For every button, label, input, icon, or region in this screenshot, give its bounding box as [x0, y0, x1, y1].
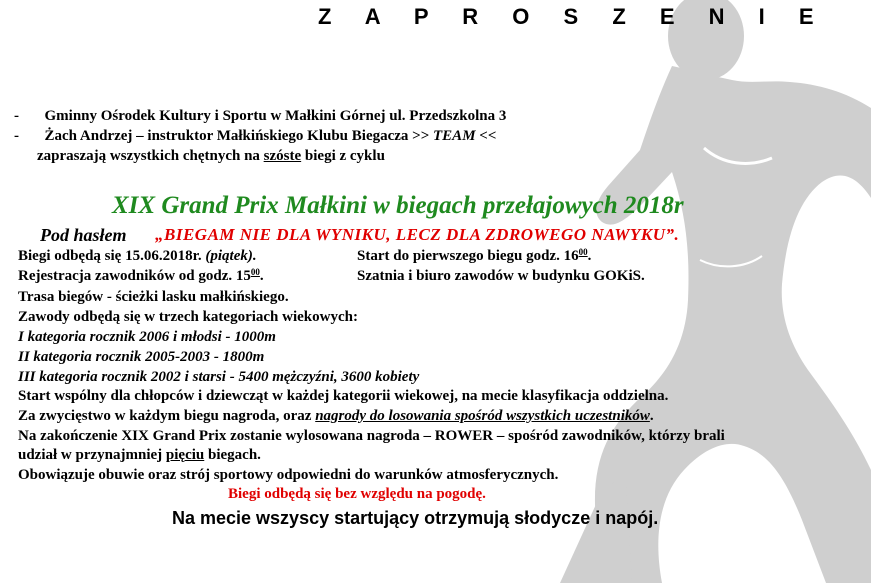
motto-label: Pod hasłem	[40, 225, 127, 245]
category-3-label: III kategoria rocznik 2002 i starsi -	[18, 369, 239, 385]
weather-line: Biegi odbędą się bez względu na pogodę.	[228, 486, 486, 502]
categories-intro: Zawody odbędą się w trzech kategoriach wiekowych:	[18, 309, 358, 325]
start-tail: .	[587, 248, 592, 264]
motto-text: „BIEGAM NIE DLA WYNIKU, LECZ DLA ZDROWEGO NAWYKU”.	[155, 225, 680, 244]
date-text: Biegi odbędą się 15.06.2018r.	[18, 248, 206, 264]
start-line	[357, 248, 591, 265]
finish-line: Na mecie wszyscy startujący otrzymują słodycze i napój.	[172, 508, 659, 528]
route-line: Trasa biegów - ścieżki lasku małkińskiego.	[18, 289, 289, 305]
cloakroom-line: Szatnia i biuro zawodów w budynku GOKiS.	[357, 268, 645, 284]
category-2	[18, 349, 264, 366]
registration-text: Rejestracja zawodników od godz. 15	[18, 268, 251, 284]
category-3	[18, 369, 419, 386]
date-day: (piątek).	[205, 248, 257, 264]
bike-line-2	[18, 447, 261, 464]
registration-sup: 00	[250, 267, 260, 277]
prizes-post: .	[649, 408, 654, 424]
invite-pre: zapraszają wszystkich chętnych na	[37, 148, 264, 164]
invite-underlined: szóste	[263, 148, 302, 164]
organizer-2-team: TEAM	[433, 128, 476, 144]
category-1	[18, 329, 276, 346]
category-2-label: II kategoria rocznik 2005-2003 -	[18, 349, 223, 365]
category-1-label: I kategoria rocznik 2006 i młodsi -	[18, 329, 235, 345]
organizer-2-text: Żach Andrzej – instruktor Małkińskiego Klubu Biegacza >>	[44, 128, 434, 144]
grand-prix-heading: XIX Grand Prix Małkini w biegach przełajowych 2018r	[112, 192, 684, 219]
prizes-pre: Za zwycięstwo w każdym biegu nagroda, oraz	[18, 408, 316, 424]
bike-underlined: pięciu	[165, 447, 205, 463]
organizer-1	[14, 108, 506, 125]
organizer-2-dash: -	[14, 128, 19, 144]
registration-line	[18, 268, 264, 285]
bike-post: biegach.	[204, 447, 261, 463]
start-sup: 00	[578, 247, 588, 257]
category-2-distance: 1800m	[222, 349, 265, 365]
prizes-line	[18, 408, 654, 425]
category-1-distance: 1000m	[234, 329, 276, 345]
bike-pre: udział w przynajmniej	[18, 447, 166, 463]
invite-line	[37, 148, 385, 165]
organizer-2-tail: <<	[475, 128, 497, 144]
page-title: Z A P R O S Z E N I E	[318, 4, 828, 29]
bike-line-1: Na zakończenie XIX Grand Prix zostanie wylosowana nagroda – ROWER – spośród zawodników, którzy brali	[18, 428, 725, 444]
registration-tail: .	[259, 268, 264, 284]
organizer-1-text: Gminny Ośrodek Kultury i Sportu w Małkini Górnej ul. Przedszkolna 3	[44, 108, 507, 124]
clothing-line: Obowiązuje obuwie oraz strój sportowy odpowiedni do warunków atmosferycznych.	[18, 467, 559, 483]
organizer-1-dash: -	[14, 108, 19, 124]
prizes-underlined: nagrody do losowania spośród wszystkich uczestników	[315, 408, 650, 424]
category-3-distance: 5400 mężczyźni, 3600 kobiety	[238, 369, 420, 385]
start-text: Start do pierwszego biegu godz. 16	[357, 248, 579, 264]
organizer-2	[14, 128, 496, 145]
common-start-line: Start wspólny dla chłopców i dziewcząt w każdej kategorii wiekowej, na mecie klasyfikacja oddzielna.	[18, 388, 669, 404]
invite-post: biegi z cyklu	[301, 148, 385, 164]
date-line	[18, 248, 257, 265]
